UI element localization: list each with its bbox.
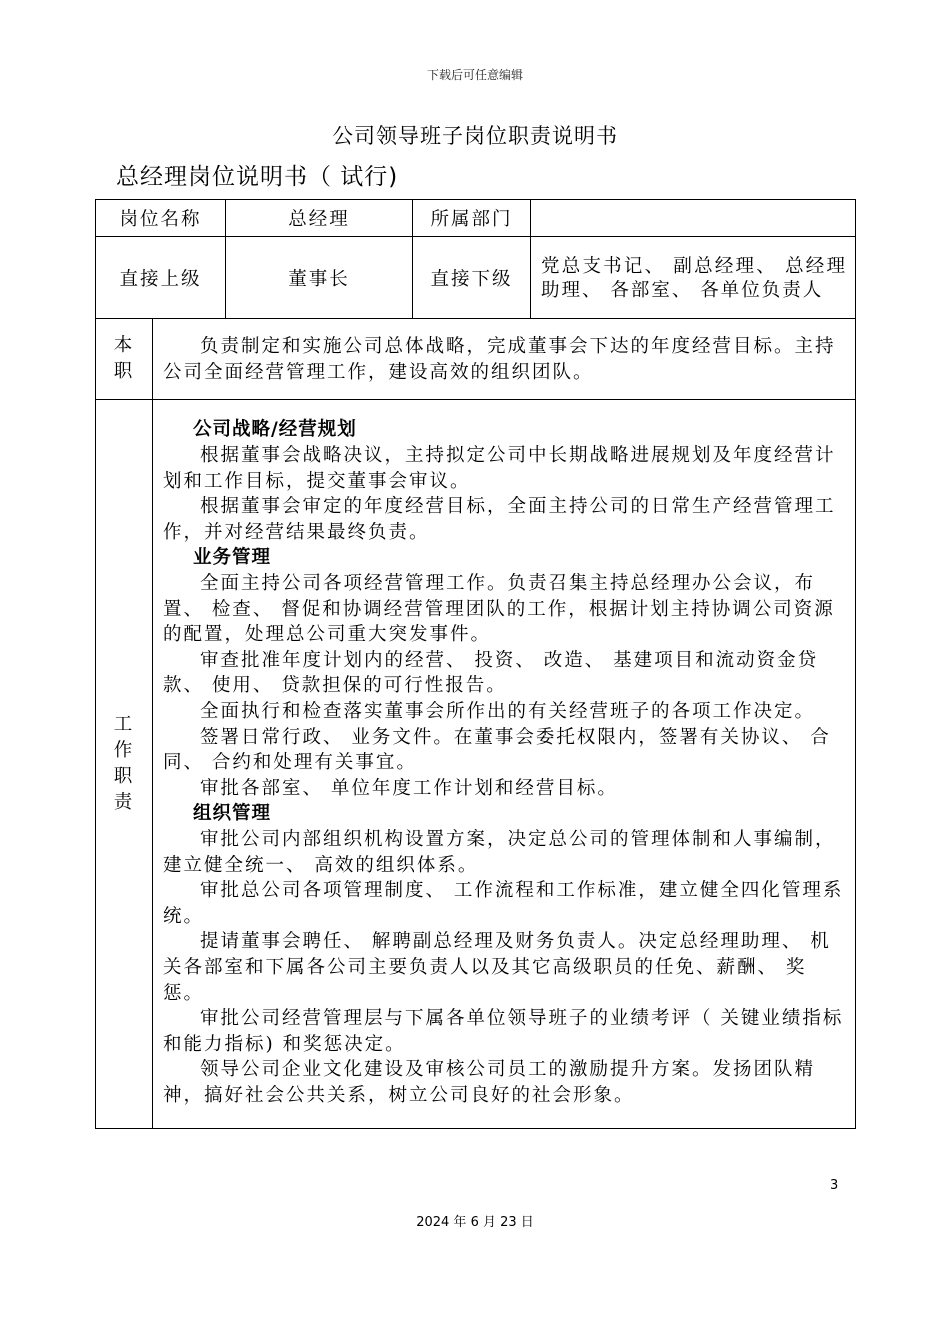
label-char: 作 xyxy=(113,740,135,761)
page-number: 3 xyxy=(830,1178,839,1193)
duty-paragraph: 审批总公司各项管理制度、 工作流程和工作标准，建立健全四化管理系统。 xyxy=(163,880,844,927)
section-subtitle: 总经理岗位说明书（ 试行) xyxy=(116,164,399,190)
value-direct-superior: 董事长 xyxy=(226,237,413,319)
label-position-name: 岗位名称 xyxy=(96,200,226,237)
value-position-name: 总经理 xyxy=(226,200,413,237)
table-row xyxy=(96,237,856,319)
section-heading-business: 业务管理 xyxy=(193,547,272,569)
header-note: 下载后可任意编辑 xyxy=(426,68,523,82)
label-char: 职 xyxy=(113,766,135,787)
label-direct-subordinates: 直接下级 xyxy=(413,237,531,319)
duty-paragraph: 根据董事会审定的年度经营目标，全面主持公司的日常生产经营管理工作，并对经营结果最终负责。 xyxy=(163,496,836,543)
label-job-duties xyxy=(96,400,153,1129)
label-department: 所属部门 xyxy=(413,200,531,237)
table-row xyxy=(96,400,856,1129)
section-heading-strategy: 公司战略/经营规划 xyxy=(193,419,357,441)
core-duty-paragraph: 负责制定和实施公司总体战略，完成董事会下达的年度经营目标。主持公司全面经营管理工作，建设高效的组织团队。 xyxy=(163,336,836,383)
duty-paragraph: 全面主持公司各项经营管理工作。负责召集主持总经理办公会议，布置、 检查、 督促和协调经营管理团队的工作，根据计划主持协调公司资源的配置，处理总公司重大突发事件。 xyxy=(163,573,835,646)
core-duty-text xyxy=(153,319,856,400)
label-core-duty xyxy=(96,319,153,400)
label-char: 责 xyxy=(113,792,135,813)
label-char: 职 xyxy=(113,361,135,382)
value-department xyxy=(531,200,856,237)
duty-paragraph: 审批公司经营管理层与下属各单位领导班子的业绩考评（ 关键业绩指标和能力指标) 和奖惩决定。 xyxy=(163,1008,844,1055)
label-char: 工 xyxy=(113,714,135,735)
duty-paragraph: 根据董事会战略决议，主持拟定公司中长期战略进展规划及年度经营计划和工作目标，提交董事会审议。 xyxy=(163,445,836,492)
duty-paragraph: 提请董事会聘任、 解聘副总经理及财务负责人。决定总经理助理、 机关各部室和下属各公司主要负责人以及其它高级职员的任免、薪酬、 奖惩。 xyxy=(163,931,831,1004)
label-char: 本 xyxy=(113,335,135,356)
duty-paragraph: 审批各部室、 单位年度工作计划和经营目标。 xyxy=(200,777,618,799)
document-title: 公司领导班子岗位职责说明书 xyxy=(332,124,618,148)
section-heading-organization: 组织管理 xyxy=(193,803,272,825)
value-direct-subordinates: 党总支书记、 副总经理、 总经理助理、 各部室、 各单位负责人 xyxy=(531,237,856,319)
duty-paragraph: 审查批准年度计划内的经营、 投资、 改造、 基建项目和流动资金贷款、 使用、 贷款担保的可行性报告。 xyxy=(163,649,819,697)
duty-paragraph: 领导公司企业文化建设及审核公司员工的激励提升方案。发扬团队精神，搞好社会公共关系，树立公司良好的社会形象。 xyxy=(163,1059,816,1106)
job-duties-content xyxy=(153,400,856,1129)
duty-paragraph: 全面执行和检查落实董事会所作出的有关经营班子的各项工作决定。 xyxy=(200,701,816,723)
footer-date: 2024 年 6 月 23 日 xyxy=(416,1215,534,1230)
table-row xyxy=(96,319,856,400)
duty-paragraph: 签署日常行政、 业务文件。在董事会委托权限内，签署有关协议、 合同、 合约和处理有关事宜。 xyxy=(163,726,831,774)
duty-paragraph: 审批公司内部组织机构设置方案，决定总公司的管理体制和人事编制，建立健全统一、 高效的组织体系。 xyxy=(163,828,836,876)
label-direct-superior: 直接上级 xyxy=(96,237,226,319)
job-description-table xyxy=(95,199,856,1129)
table-row xyxy=(96,200,856,237)
